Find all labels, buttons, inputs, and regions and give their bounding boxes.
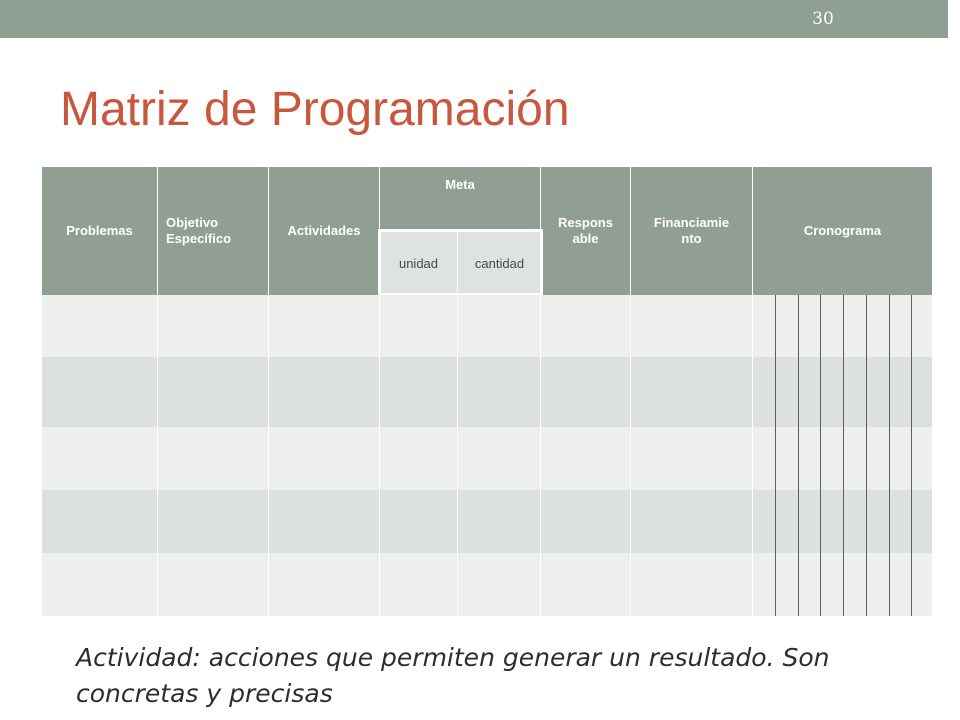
matrix-row-1-cell-2 (158, 295, 269, 357)
cronograma-division-line (798, 295, 799, 616)
matrix-row-2-cell-5 (458, 357, 541, 427)
slide-title: Matriz de Programación (60, 83, 570, 136)
matrix-row-3-cell-2 (158, 427, 269, 490)
matrix-row-5-cell-3 (269, 553, 380, 616)
matrix-row-5-cell-5 (458, 553, 541, 616)
matrix-row-5-cell-1 (42, 553, 158, 616)
matrix-row-5-cell-2 (158, 553, 269, 616)
header-responsable: Respons able (541, 167, 631, 295)
matrix-row-5-cell-7 (631, 553, 753, 616)
subheader-cantidad: cantidad (458, 231, 541, 295)
slide-number: 30 (812, 9, 834, 29)
header-financiamiento: Financiamie nto (631, 167, 753, 295)
matrix-row-1-cell-6 (541, 295, 631, 357)
matrix-row-4-cell-5 (458, 490, 541, 553)
cronograma-division-line (843, 295, 844, 616)
cronograma-division-line (889, 295, 890, 616)
matrix-row-2-cell-3 (269, 357, 380, 427)
programming-matrix (42, 167, 932, 616)
matrix-row-3-cell-4 (380, 427, 458, 490)
matrix-row-3-cell-1 (42, 427, 158, 490)
header-objetivo-especifico: Objetivo Específico (158, 167, 269, 295)
matrix-row-2-cell-4 (380, 357, 458, 427)
cronograma-division-line (775, 295, 776, 616)
matrix-row-4-cell-2 (158, 490, 269, 553)
matrix-row-2-cell-6 (541, 357, 631, 427)
matrix-row-3-cell-7 (631, 427, 753, 490)
matrix-row-3-cell-5 (458, 427, 541, 490)
matrix-row-3-cell-3 (269, 427, 380, 490)
matrix-row-4-cell-6 (541, 490, 631, 553)
header-meta-label: Meta (445, 177, 475, 192)
matrix-row-4-cell-1 (42, 490, 158, 553)
matrix-row-2-cell-1 (42, 357, 158, 427)
matrix-row-4-cell-7 (631, 490, 753, 553)
cronograma-division-line (820, 295, 821, 616)
matrix-row-4-cell-4 (380, 490, 458, 553)
subheader-unidad: unidad (380, 231, 458, 295)
matrix-row-5-cell-6 (541, 553, 631, 616)
matrix-row-5-cell-4 (380, 553, 458, 616)
header-cronograma: Cronograma (753, 167, 932, 295)
top-bar (0, 0, 948, 38)
matrix-row-1-cell-1 (42, 295, 158, 357)
matrix-row-4-cell-3 (269, 490, 380, 553)
matrix-row-2-cell-2 (158, 357, 269, 427)
cronograma-division-line (866, 295, 867, 616)
header-problemas: Problemas (42, 167, 158, 295)
matrix-row-1-cell-3 (269, 295, 380, 357)
meta-subheader-frame (378, 229, 543, 296)
matrix-row-2-cell-7 (631, 357, 753, 427)
matrix-row-1-cell-7 (631, 295, 753, 357)
matrix-row-1-cell-5 (458, 295, 541, 357)
matrix-row-1-cell-4 (380, 295, 458, 357)
matrix-row-3-cell-6 (541, 427, 631, 490)
header-actividades: Actividades (269, 167, 380, 295)
cronograma-division-line (911, 295, 912, 616)
activity-definition-note: Actividad: acciones que permiten generar un resultado. Son concretas y precisas (76, 643, 830, 708)
